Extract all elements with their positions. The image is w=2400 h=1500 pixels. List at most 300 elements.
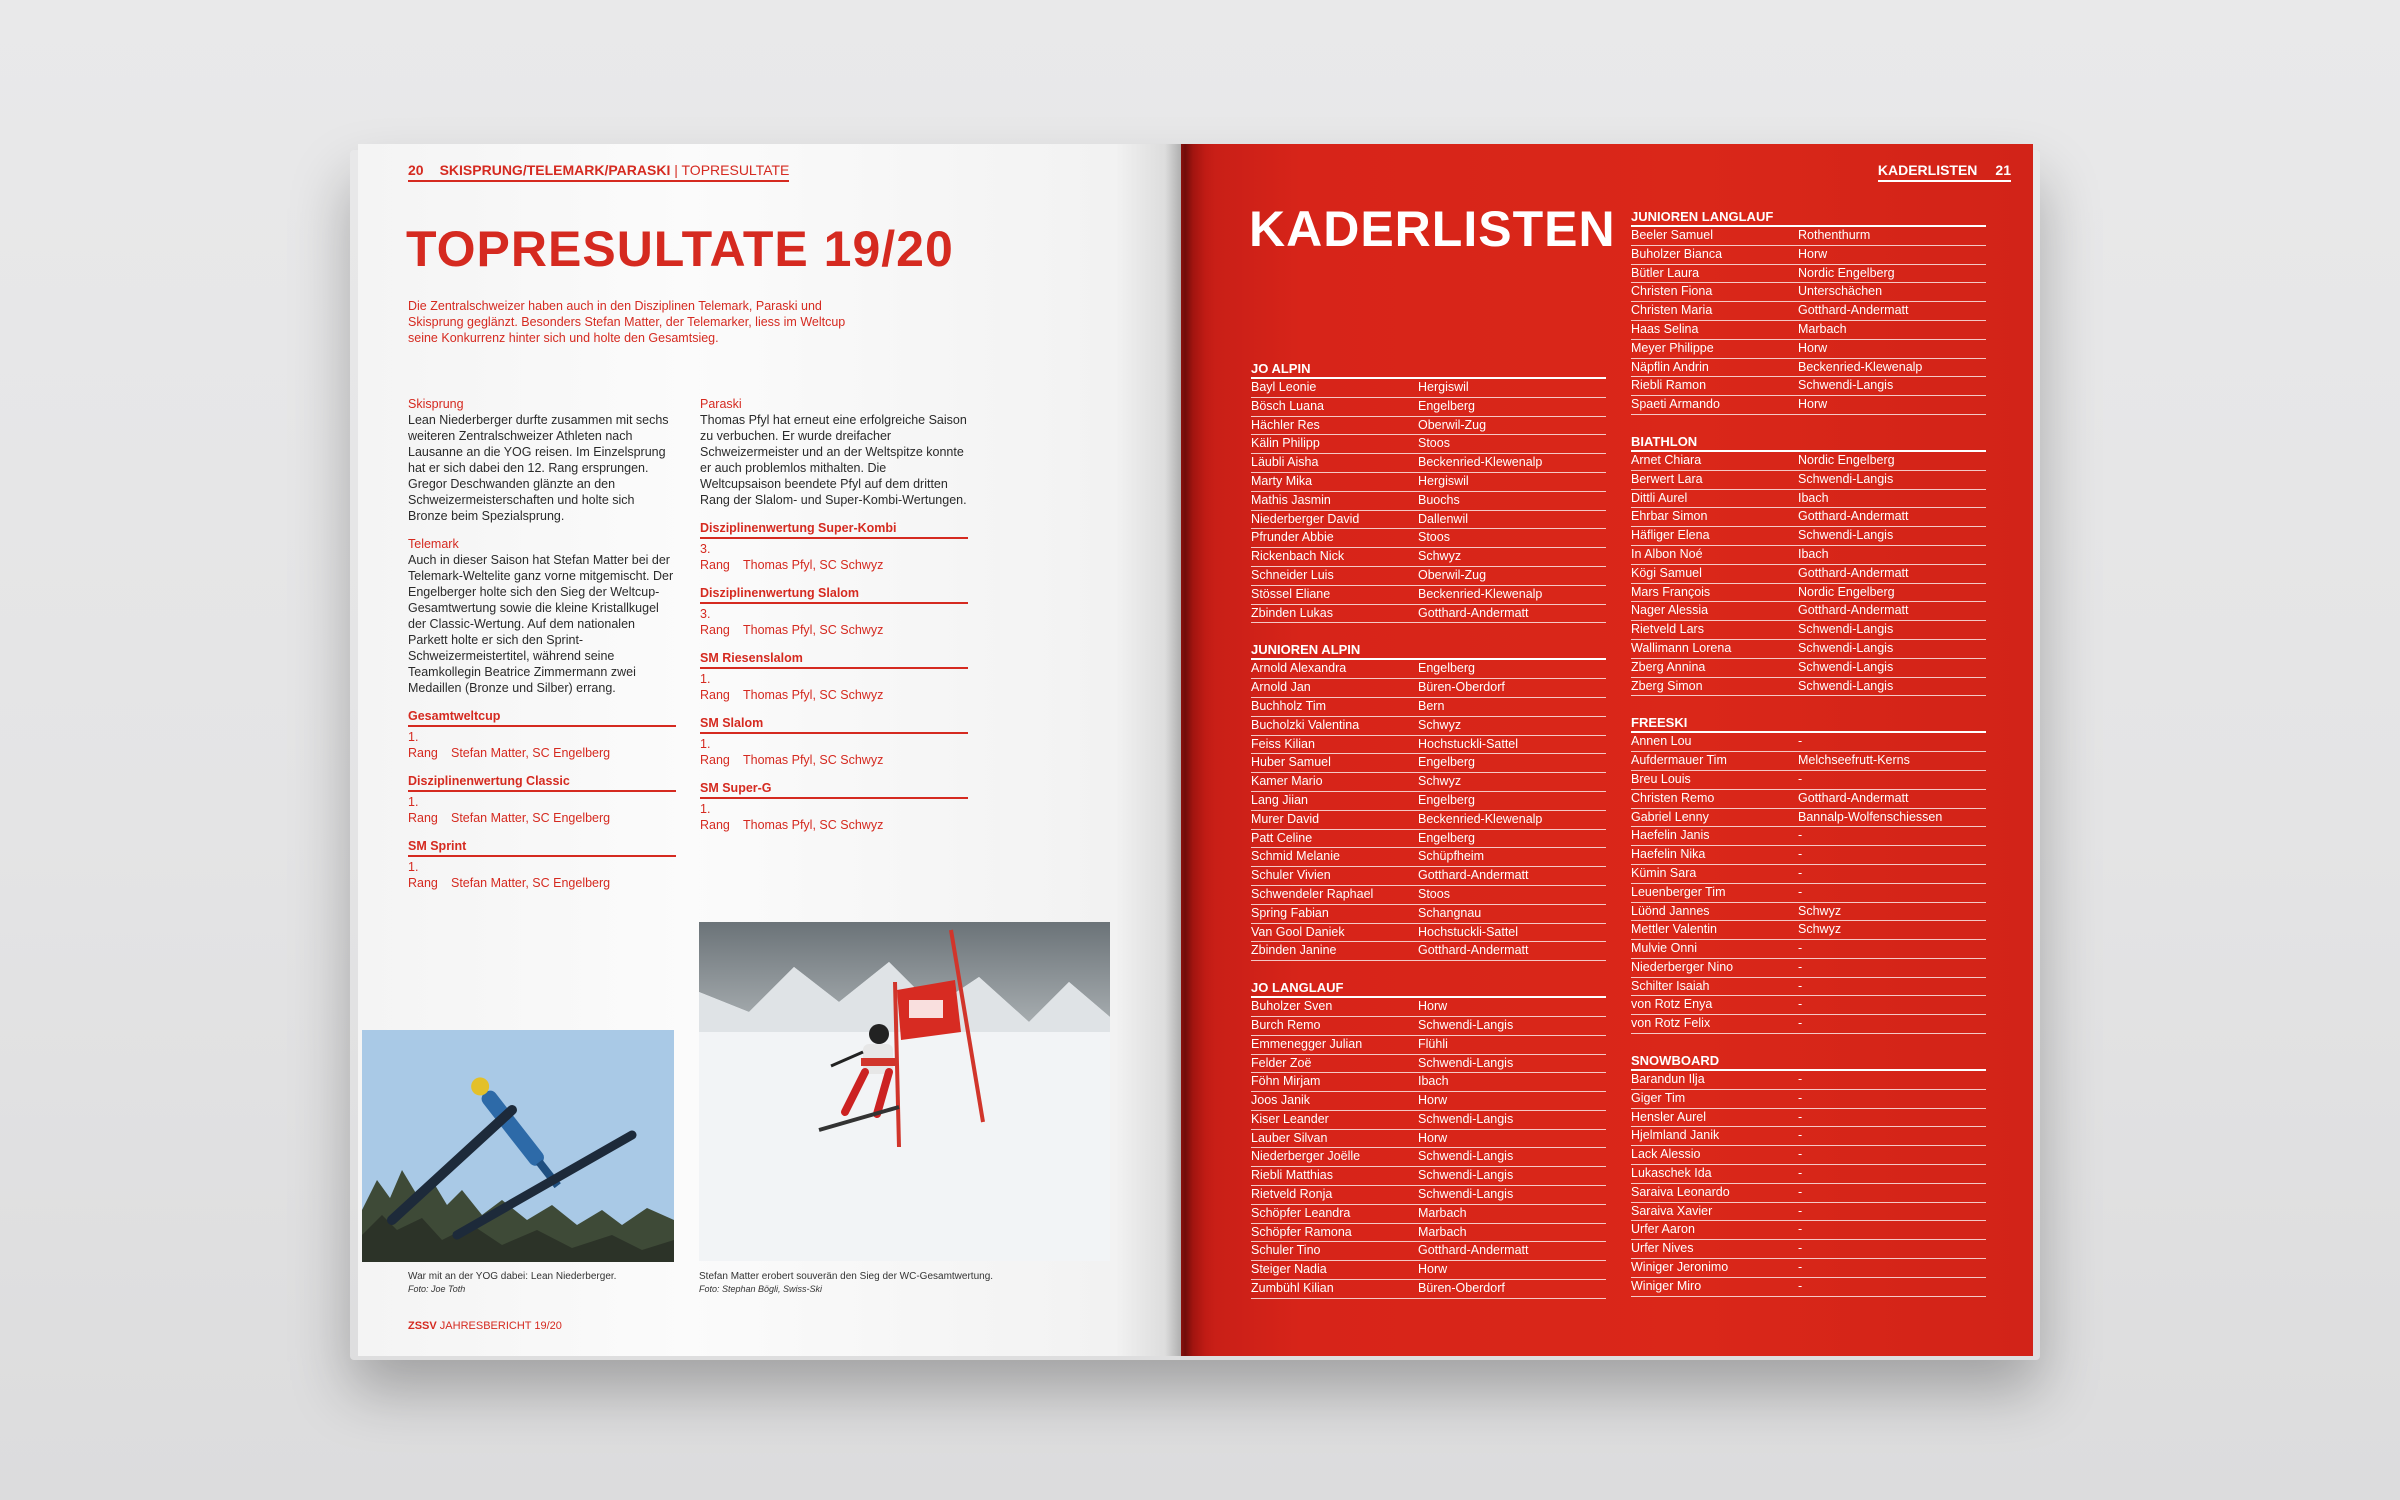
roster-row [1251,679,1606,698]
roster-section-heading: JUNIOREN ALPIN [1251,643,1606,660]
roster-row [1631,283,1986,302]
athlete-club: Gotthard-Andermatt [1798,509,1909,524]
result-line [408,794,676,826]
roster-row [1251,398,1606,417]
athlete-name: Emmenegger Julian [1251,1036,1363,1051]
athlete-name: Kögi Samuel [1631,565,1702,580]
result-line [408,729,676,761]
telemark-heading: Telemark [408,537,459,551]
result-block [700,520,968,573]
athlete-name: Buchholz Tim [1251,698,1327,713]
athlete-club: Schwendi-Langis [1418,1168,1514,1183]
athlete-club: Stoos [1418,436,1450,451]
roster-row [1631,1015,1986,1034]
athlete-club: - [1798,959,1803,974]
athlete-club: Horw [1798,397,1828,412]
athlete-name: Christen Remo [1631,790,1715,805]
athlete-club: Beckenried-Klewenalp [1418,811,1543,826]
result-block [408,708,676,761]
athlete-name: Niederberger Nino [1631,959,1734,974]
telemark-results [408,708,676,891]
athlete-club: Gotthard-Andermatt [1418,1243,1529,1258]
result-heading: SM Slalom [700,715,968,734]
result-athlete: Thomas Pfyl, SC Schwyz [743,688,884,702]
athlete-club: Marbach [1418,1205,1467,1220]
athlete-club: Buochs [1418,492,1460,507]
roster-row [1251,417,1606,436]
right-page-header [1878,162,2011,182]
athlete-club: Schwyz [1418,549,1462,564]
roster-row [1631,790,1986,809]
roster-row [1251,379,1606,398]
roster-row [1631,246,1986,265]
athlete-club: - [1798,1128,1803,1143]
roster-row [1631,1203,1986,1222]
roster-row [1631,1184,1986,1203]
athlete-name: Feiss Kilian [1251,736,1315,751]
roster-row [1631,884,1986,903]
roster-section-heading: JUNIOREN LANGLAUF [1631,210,1986,227]
athlete-club: Schwendi-Langis [1798,471,1894,486]
left-column-2 [700,396,968,833]
athlete-club: Gotthard-Andermatt [1798,565,1909,580]
roster-row [1631,302,1986,321]
athlete-name: Schuler Vivien [1251,868,1331,883]
athlete-club: - [1798,771,1803,786]
athlete-club: Schwendi-Langis [1798,659,1894,674]
athlete-name: Hensler Aurel [1631,1109,1707,1124]
paraski-results [700,520,968,833]
left-column-1 [408,396,676,891]
athlete-name: Steiger Nadia [1251,1262,1327,1277]
athlete-club: - [1798,1147,1803,1162]
athlete-name: Haefelin Janis [1631,828,1710,843]
roster-row [1251,811,1606,830]
athlete-name: Urfer Nives [1631,1241,1694,1256]
athlete-name: Patt Celine [1251,830,1313,845]
athlete-club: Engelberg [1418,661,1475,676]
athlete-name: Spaeti Armando [1631,397,1720,412]
photo2-caption-block [699,1270,993,1296]
athlete-club: Stoos [1418,530,1450,545]
roster-row [1631,396,1986,415]
athlete-name: Van Gool Daniek [1251,924,1345,939]
athlete-name: Zbinden Lukas [1251,605,1334,620]
athlete-name: Barandun Ilja [1631,1072,1705,1087]
athlete-club: - [1798,997,1803,1012]
result-heading: SM Sprint [408,838,676,857]
result-athlete: Thomas Pfyl, SC Schwyz [743,623,884,637]
athlete-club: Gotthard-Andermatt [1418,868,1529,883]
athlete-club: Marbach [1418,1224,1467,1239]
paraski-text: Thomas Pfyl hat erneut eine erfolgreiche Saison zu verbuchen. Er wurde dreifacher Schweizermeister und an der Weltspitze konnte er auch problemlos mithalten. Die Weltcupsaison beendete Pfyl auf dem dritten Rang der Slalom- und Super-Kombi-Wertungen. [700,413,967,507]
roster-row [1251,660,1606,679]
left-page-number: 20 [408,162,424,178]
athlete-club: Horw [1418,999,1448,1014]
athlete-club: Beckenried-Klewenalp [1418,586,1543,601]
roster-row [1251,1073,1606,1092]
athlete-name: Burch Remo [1251,1017,1321,1032]
roster-row [1631,321,1986,340]
roster-section-heading: SNOWBOARD [1631,1054,1986,1071]
athlete-club: Marbach [1798,321,1847,336]
result-rank: 3. Rang [700,542,730,572]
roster-row [1631,959,1986,978]
athlete-club: Bannalp-Wolfenschiessen [1798,809,1943,824]
athlete-name: Breu Louis [1631,771,1691,786]
roster-row [1251,605,1606,624]
athlete-club: Schwendi-Langis [1798,528,1894,543]
roster-row [1251,830,1606,849]
result-heading: Gesamtweltcup [408,708,676,727]
result-athlete: Stefan Matter, SC Engelberg [451,746,611,760]
roster-row [1631,1146,1986,1165]
athlete-club: Hergiswil [1418,473,1469,488]
athlete-name: Lack Alessio [1631,1147,1701,1162]
athlete-name: Riebli Matthias [1251,1168,1333,1183]
athlete-name: Arnold Alexandra [1251,661,1347,676]
roster-row [1251,1148,1606,1167]
athlete-club: Büren-Oberdorf [1418,1281,1505,1296]
roster-row [1251,698,1606,717]
roster-row [1631,1165,1986,1184]
result-heading: Disziplinenwertung Super-Kombi [700,520,968,539]
right-page [1181,144,2033,1356]
paraski-heading: Paraski [700,397,742,411]
athlete-club: Gotthard-Andermatt [1418,943,1529,958]
left-page [358,144,1181,1356]
roster-row [1251,924,1606,943]
roster-row [1251,1261,1606,1280]
result-athlete: Stefan Matter, SC Engelberg [451,811,611,825]
roster-row [1631,752,1986,771]
athlete-name: Zbinden Janine [1251,943,1337,958]
roster-row [1631,1109,1986,1128]
athlete-club: Engelberg [1418,755,1475,770]
roster-row [1251,1036,1606,1055]
athlete-name: Haas Selina [1631,321,1699,336]
roster-row [1631,452,1986,471]
roster-row [1251,754,1606,773]
roster-section-heading: JO LANGLAUF [1251,981,1606,998]
athlete-club: Schüpfheim [1418,849,1485,864]
roster-row [1251,942,1606,961]
athlete-club: Schwendi-Langis [1418,1187,1514,1202]
result-heading: SM Super-G [700,780,968,799]
left-footer [408,1320,562,1332]
roster-row [1251,1280,1606,1299]
athlete-club: - [1798,978,1803,993]
roster-row [1631,978,1986,997]
roster-row [1251,717,1606,736]
athlete-club: Nordic Engelberg [1798,584,1895,599]
athlete-name: Kiser Leander [1251,1111,1329,1126]
athlete-club: Schwyz [1798,903,1842,918]
result-rank: 1. Rang [408,795,438,825]
roster-row [1251,1017,1606,1036]
athlete-name: Rietveld Lars [1631,622,1704,637]
athlete-name: Mars François [1631,584,1711,599]
athlete-club: Gotthard-Andermatt [1798,303,1909,318]
left-page-header [408,162,789,182]
athlete-club: - [1798,1109,1803,1124]
roster-row [1251,492,1606,511]
roster-row [1631,490,1986,509]
athlete-name: Felder Zoë [1251,1055,1312,1070]
roster-row [1251,567,1606,586]
result-line [700,606,968,638]
athlete-name: Riebli Ramon [1631,378,1707,393]
roster-row [1251,1224,1606,1243]
result-rank: 1. Rang [408,730,438,760]
athlete-club: Engelberg [1418,830,1475,845]
athlete-club: Hochstuckli-Sattel [1418,924,1519,939]
result-rank: 1. Rang [700,737,730,767]
roster-row [1251,867,1606,886]
athlete-name: Saraiva Xavier [1631,1203,1713,1218]
athlete-club: Beckenried-Klewenalp [1798,359,1923,374]
athlete-name: Schwendeler Raphael [1251,886,1374,901]
roster-row [1631,602,1986,621]
roster-section [1251,362,1606,623]
roster-row [1631,640,1986,659]
athlete-club: - [1798,1090,1803,1105]
athlete-name: Aufdermauer Tim [1631,753,1727,768]
athlete-club: - [1798,734,1803,749]
result-rank: 1. Rang [700,802,730,832]
athlete-club: Schwendi-Langis [1418,1149,1514,1164]
athlete-club: - [1798,1072,1803,1087]
athlete-name: Mathis Jasmin [1251,492,1331,507]
result-block [408,838,676,891]
roster-row [1251,473,1606,492]
roster-row [1631,546,1986,565]
kaderlisten-title: KADERLISTEN [1249,201,1616,257]
athlete-name: Föhn Mirjam [1251,1074,1321,1089]
roster-row [1251,435,1606,454]
athlete-name: Bayl Leonie [1251,380,1317,394]
roster-row [1631,827,1986,846]
skisprung-text: Lean Niederberger durfte zusammen mit sechs weiteren Zentralschweizer Athleten nach Lausanne an die YOG reisen. Im Einzelsprung hat er sich dabei den 12. Rang ersprungen. Gregor Deschwanden glänzte an den Schweizermeisterschaften und holte sich Bronze beim Spezialsprung. [408,413,669,523]
athlete-name: Wallimann Lorena [1631,640,1732,655]
result-rank: 1. Rang [700,672,730,702]
athlete-name: Zumbühl Kilian [1251,1281,1334,1296]
roster-column-2 [1631,210,1986,1317]
roster-row [1631,865,1986,884]
athlete-club: - [1798,1016,1803,1031]
roster-row [1631,377,1986,396]
athlete-name: Rickenbach Nick [1251,549,1345,564]
left-section-sub: | TOPRESULTATE [674,162,790,178]
athlete-name: Marty Mika [1251,473,1313,488]
roster-row [1631,1127,1986,1146]
athlete-club: Schwendi-Langis [1798,640,1894,655]
athlete-club: - [1798,1278,1803,1293]
intro-text: Die Zentralschweizer haben auch in den Disziplinen Telemark, Paraski und Skisprung geglänzt. Besonders Stefan Matter, der Telemarker, liess im Weltcup seine Konkurrenz hinter sich und holte den Gesamtsieg. [408,299,846,345]
athlete-name: Kümin Sara [1631,865,1697,880]
athlete-club: - [1798,1260,1803,1275]
athlete-club: Stoos [1418,886,1450,901]
result-athlete: Thomas Pfyl, SC Schwyz [743,818,884,832]
roster-row [1251,905,1606,924]
roster-row [1631,1090,1986,1109]
result-line [700,801,968,833]
athlete-name: Bütler Laura [1631,265,1700,280]
athlete-club: Schwendi-Langis [1798,378,1894,393]
photo2-credit: Foto: Stephan Bögli, Swiss-Ski [699,1284,823,1294]
athlete-name: Spring Fabian [1251,905,1329,920]
athlete-club: - [1798,1184,1803,1199]
roster-row [1251,773,1606,792]
athlete-name: Buholzer Bianca [1631,246,1723,261]
result-heading: SM Riesenslalom [700,650,968,669]
athlete-name: Kälin Philipp [1251,436,1320,451]
athlete-name: Meyer Philippe [1631,340,1714,355]
roster-section-heading: JO ALPIN [1251,362,1606,379]
roster-section [1251,981,1606,1299]
right-page-number: 21 [1995,162,2011,178]
athlete-club: Schwendi-Langis [1418,1017,1514,1032]
athlete-club: Ibach [1418,1074,1449,1089]
roster-row [1631,1240,1986,1259]
athlete-name: Winiger Miro [1631,1278,1702,1293]
athlete-club: - [1798,884,1803,899]
athlete-name: Bucholzki Valentina [1251,717,1360,732]
athlete-name: Nager Alessia [1631,603,1709,618]
athlete-club: Rothenthurm [1798,228,1871,242]
roster-row [1251,1167,1606,1186]
roster-section [1631,716,1986,1034]
athlete-name: In Albon Noé [1631,546,1703,561]
roster-row [1631,659,1986,678]
athlete-name: Joos Janik [1251,1093,1311,1108]
athlete-club: - [1798,865,1803,880]
roster-row [1251,586,1606,605]
result-block [700,715,968,768]
athlete-club: Hochstuckli-Sattel [1418,736,1519,751]
athlete-name: Urfer Aaron [1631,1222,1695,1237]
athlete-name: Leuenberger Tim [1631,884,1726,899]
athlete-name: Buholzer Sven [1251,999,1333,1014]
roster-row [1251,529,1606,548]
photo1-caption: War mit an der YOG dabei: Lean Niederberger. [408,1271,617,1282]
athlete-name: Zberg Annina [1631,659,1706,674]
athlete-name: von Rotz Felix [1631,1016,1711,1031]
roster-row [1631,940,1986,959]
roster-row [1251,1130,1606,1149]
telemark-text: Auch in dieser Saison hat Stefan Matter bei der Telemark-Weltelite ganz vorne mitgemischt. Der Engelberger holte sich den Sieg der Weltcup-Gesamtwertung sowie die kleine Kristallkugel der Classic-Wertung. Auf dem nationalen Parkett holte er sich den Sprint-Schweizermeistertitel, während seine Teamkollegin Beatrice Zimmermann zwei Medaillen (Bronze und Silber) errang. [408,553,674,695]
athlete-club: Schwyz [1798,922,1842,937]
athlete-name: Hjelmland Janik [1631,1128,1720,1143]
athlete-club: Gotthard-Andermatt [1798,790,1909,805]
athlete-club: Schangnau [1418,905,1482,920]
roster-row [1631,1221,1986,1240]
result-line [408,859,676,891]
athlete-club: - [1798,1222,1803,1237]
athlete-name: Pfrunder Abbie [1251,530,1334,545]
roster-row [1631,508,1986,527]
athlete-name: Murer David [1251,811,1320,826]
roster-row [1631,1259,1986,1278]
athlete-club: Horw [1418,1130,1448,1145]
athlete-club: Bern [1418,698,1445,713]
result-rank: 1. Rang [408,860,438,890]
athlete-club: - [1798,847,1803,862]
athlete-name: Huber Samuel [1251,755,1331,770]
result-line [700,541,968,573]
roster-row [1631,340,1986,359]
athlete-club: Schwendi-Langis [1798,678,1894,693]
result-athlete: Stefan Matter, SC Engelberg [451,876,611,890]
athlete-name: Näpflin Andrin [1631,359,1709,374]
athlete-name: Saraiva Leonardo [1631,1184,1730,1199]
athlete-club: Horw [1418,1093,1448,1108]
athlete-club: Büren-Oberdorf [1418,680,1505,695]
athlete-name: Niederberger Joëlle [1251,1149,1361,1164]
roster-row [1631,527,1986,546]
result-athlete: Thomas Pfyl, SC Schwyz [743,753,884,767]
roster-row [1631,621,1986,640]
athlete-name: Zberg Simon [1631,678,1703,693]
athlete-club: Ibach [1798,490,1829,505]
athlete-name: Annen Lou [1631,734,1692,749]
athlete-name: von Rotz Enya [1631,997,1713,1012]
athlete-name: Schneider Luis [1251,567,1334,582]
athlete-club: - [1798,1166,1803,1181]
athlete-club: - [1798,1203,1803,1218]
athlete-name: Ehrbar Simon [1631,509,1708,524]
athlete-club: Horw [1418,1262,1448,1277]
athlete-club: Schwyz [1418,774,1462,789]
athlete-club: Oberwil-Zug [1418,417,1487,432]
athlete-club: - [1798,941,1803,956]
athlete-club: Nordic Engelberg [1798,452,1895,467]
roster-row [1631,678,1986,697]
roster-row [1631,265,1986,284]
athlete-name: Stössel Eliane [1251,586,1331,601]
athlete-name: Mettler Valentin [1631,922,1717,937]
roster-section [1631,435,1986,696]
athlete-name: Christen Maria [1631,303,1713,318]
footer-text: JAHRESBERICHT 19/20 [439,1320,562,1332]
athlete-name: Schöpfer Ramona [1251,1224,1352,1239]
athlete-club: - [1798,828,1803,843]
result-rank: 3. Rang [700,607,730,637]
athlete-name: Gabriel Lenny [1631,809,1709,824]
athlete-name: Lüönd Jannes [1631,903,1710,918]
athlete-club: Horw [1798,340,1828,355]
roster-row [1631,565,1986,584]
athlete-name: Winiger Jeronimo [1631,1260,1729,1275]
athlete-club: Flühli [1418,1036,1448,1051]
right-section-title: KADERLISTEN [1877,162,1978,178]
roster-row [1631,996,1986,1015]
athlete-name: Hächler Res [1251,417,1320,432]
athlete-club: Schwendi-Langis [1418,1111,1514,1126]
roster-row [1251,792,1606,811]
result-athlete: Thomas Pfyl, SC Schwyz [743,558,884,572]
athlete-name: Schilter Isaiah [1631,978,1710,993]
roster-row [1631,846,1986,865]
roster-row [1631,359,1986,378]
athlete-club: Dallenwil [1418,511,1469,526]
roster-row [1631,1278,1986,1297]
roster-section-heading: BIATHLON [1631,435,1986,452]
athlete-name: Haefelin Nika [1631,847,1706,862]
athlete-club: Ibach [1798,546,1829,561]
roster-row [1631,733,1986,752]
athlete-name: Schmid Melanie [1251,849,1340,864]
